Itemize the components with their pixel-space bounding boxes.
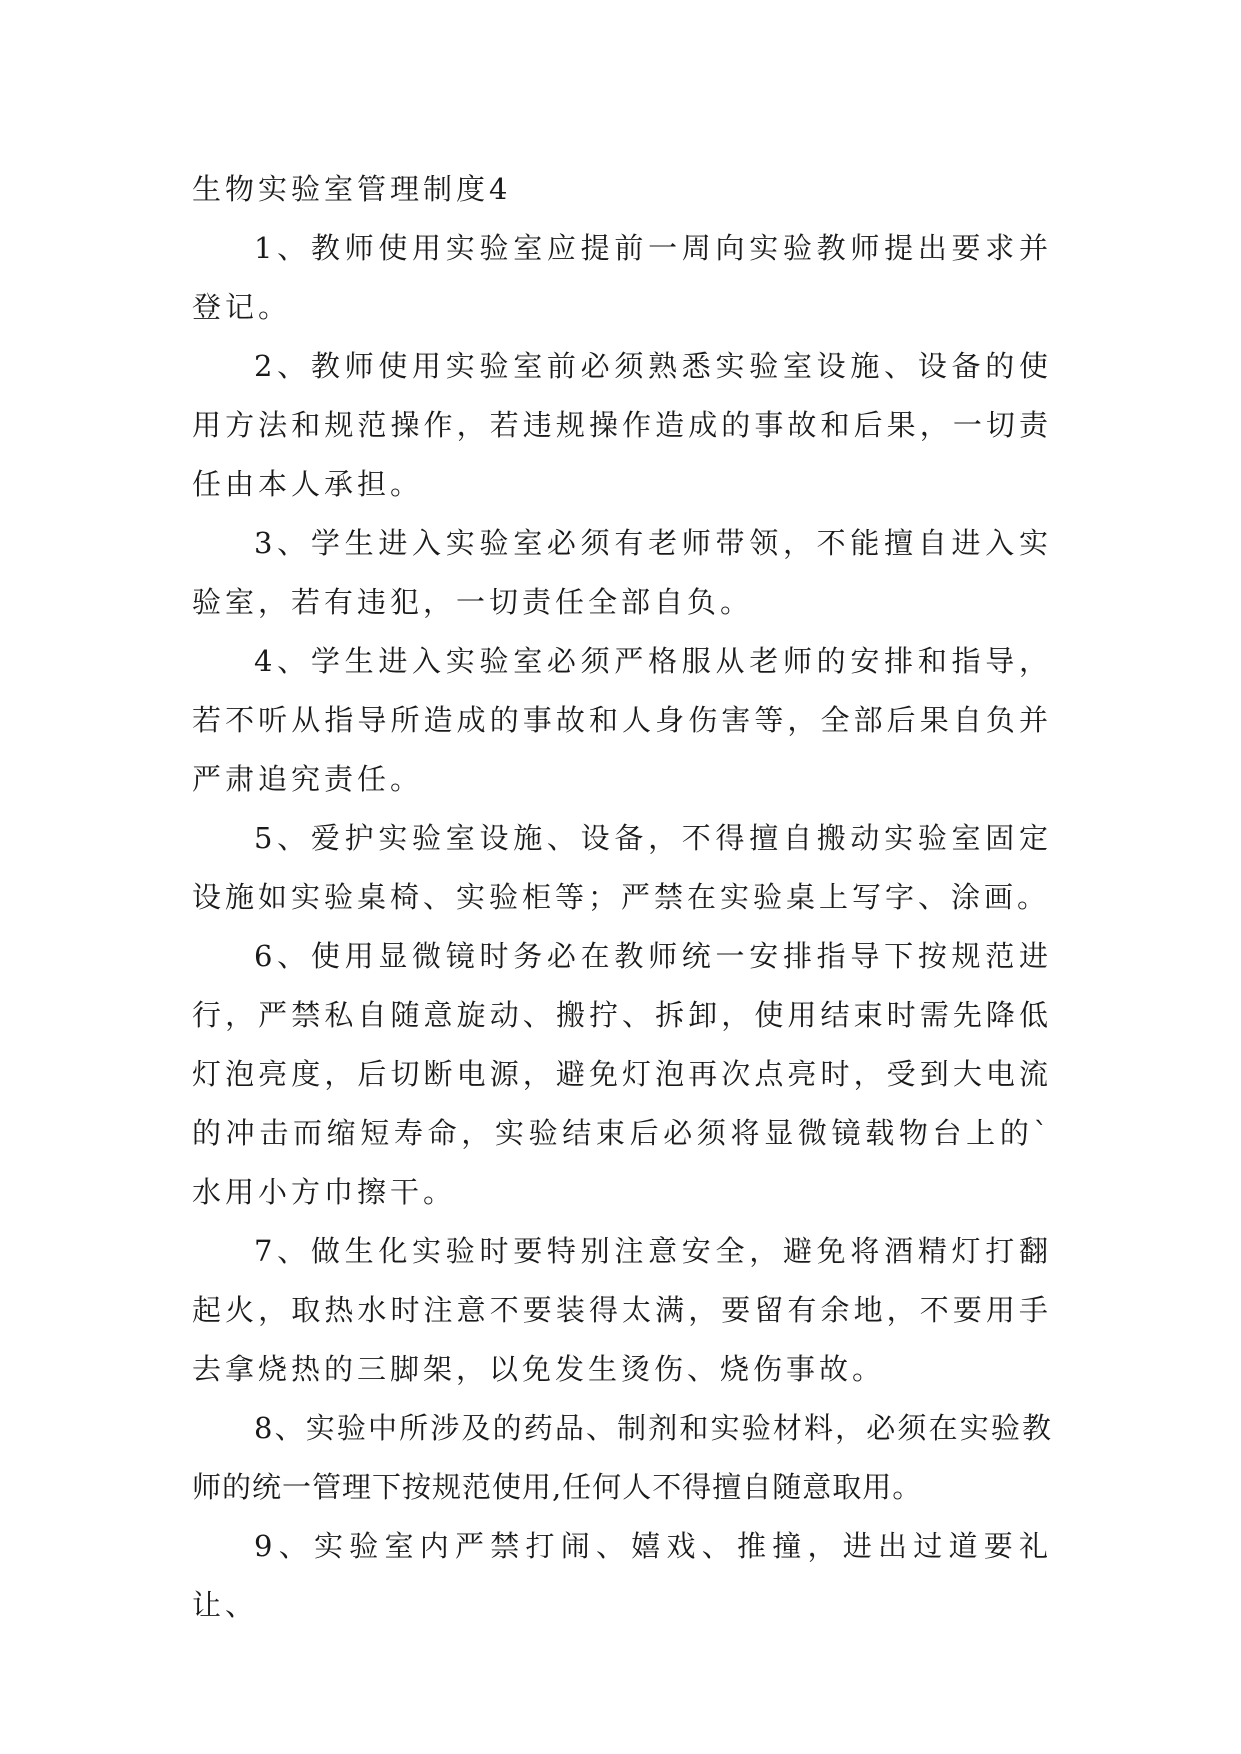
rule-paragraph-6: 6、使用显微镜时务必在教师统一安排指导下按规范进行，严禁私自随意旋动、搬拧、拆卸，使用结束时需先降低灯泡亮度，后切断电源，避免灯泡再次点亮时，受到大电流的冲击而缩短寿命，实验结束后必须将显微镜载物台上的`水用小方巾擦干。: [192, 939, 1052, 1209]
rule-paragraph-8: 8、实验中所涉及的药品、制剂和实验材料，必须在实验教师的统一管理下按规范使用,任何人不得擅自随意取用。: [192, 1411, 1052, 1504]
rule-paragraph-2: 2、教师使用实验室前必须熟悉实验室设施、设备的使用方法和规范操作，若违规操作造成的事故和后果，一切责任由本人承担。: [192, 349, 1052, 501]
rule-paragraph-1: 1、教师使用实验室应提前一周向实验教师提出要求并登记。: [192, 231, 1052, 324]
rule-paragraph-7: 7、做生化实验时要特别注意安全，避免将酒精灯打翻起火，取热水时注意不要装得太满，要留有余地，不要用手去拿烧热的三脚架，以免发生烫伤、烧伤事故。: [192, 1234, 1052, 1386]
rule-paragraph-5: 5、爱护实验室设施、设备，不得擅自搬动实验室固定设施如实验桌椅、实验柜等；严禁在实验桌上写字、涂画。: [192, 821, 1052, 914]
rule-paragraph-9: 9、实验室内严禁打闹、嬉戏、推撞，进出过道要礼让、: [192, 1529, 1052, 1622]
rule-paragraph-3: 3、学生进入实验室必须有老师带领，不能擅自进入实验室，若有违犯，一切责任全部自负。: [192, 526, 1052, 619]
document-title: 生物实验室管理制度4: [192, 172, 512, 206]
document-body: [192, 160, 1052, 1635]
rule-paragraph-4: 4、学生进入实验室必须严格服从老师的安排和指导，若不听从指导所造成的事故和人身伤害等，全部后果自负并严肃追究责任。: [192, 644, 1052, 796]
